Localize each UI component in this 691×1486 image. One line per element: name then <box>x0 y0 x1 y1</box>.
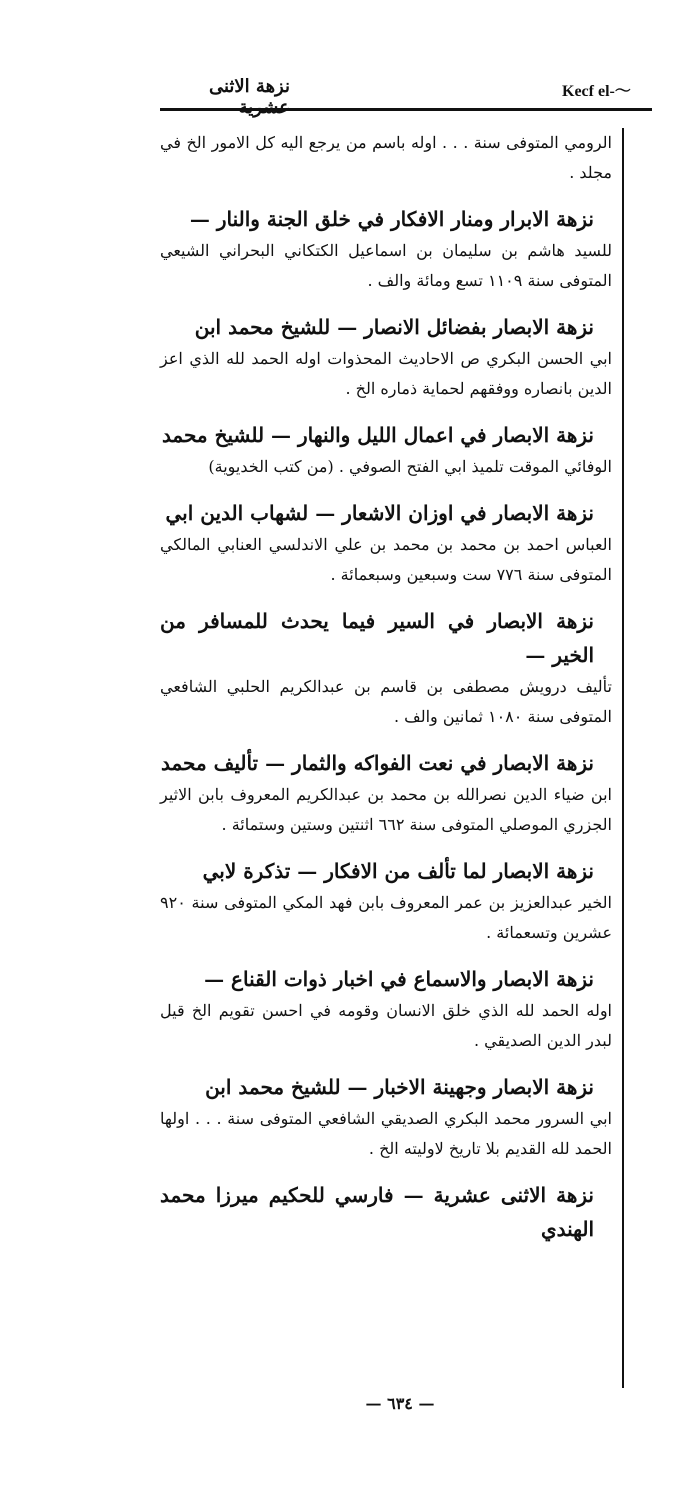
entry-title: نزهة الابرار ومنار الافكار في خلق الجنة والنار — <box>189 207 594 231</box>
header-running-title: نزهة الاثنى عشرية <box>208 76 290 118</box>
entry-description: ابي الحسن البكري ص الاحاديث المحذوات اوله الحمد لله الذي اعز الدين بانصاره ووفقهم لحماية ذماره الخ . <box>160 349 612 398</box>
margin-rule <box>622 128 624 1388</box>
entries-column <box>160 128 612 1260</box>
entry <box>160 418 612 482</box>
entry <box>160 604 612 732</box>
entry-title: نزهة الابصار في نعت الفواكه والثمار — تأليف محمد <box>160 751 594 775</box>
intro-entry <box>160 128 612 188</box>
entry-description: الخير عبدالعزيز بن عمر المعروف بابن فهد المكي المتوفى سنة ٩٢٠ عشرين وتسعمائة . <box>160 893 612 942</box>
entry-continuation: الرومي المتوفى سنة . . . اوله باسم من يرجع اليه كل الامور الخ في مجلد . <box>160 133 612 182</box>
entry-description: للسيد هاشم بن سليمان بن اسماعيل الكتكاني البحراني الشيعي المتوفى سنة ١١٠٩ تسع ومائة والف . <box>160 241 612 290</box>
entry-title: نزهة الابصار لما تألف من الافكار — تذكرة لابي <box>202 859 594 883</box>
entry-title: نزهة الابصار والاسماع في اخبار ذوات القناع — <box>204 967 594 991</box>
entry <box>160 1178 612 1246</box>
entry-description: الوفائي الموقت تلميذ ابي الفتح الصوفي . (من كتب الخديوية) <box>208 457 612 476</box>
entry-title: نزهة الاثنى عشرية — فارسي للحكيم ميرزا محمد الهندي <box>160 1183 594 1241</box>
entry <box>160 1070 612 1164</box>
entry <box>160 746 612 840</box>
header-rule <box>160 108 652 111</box>
page-number: — ٦٣٤ — <box>365 1394 435 1413</box>
entry <box>160 854 612 948</box>
entry-description: ابن ضياء الدين نصرالله بن محمد بن عبدالكريم المعروف بابن الاثير الجزري الموصلي المتوفى سنة ٦٦٢ اثنتين وستين وستمائة . <box>160 785 612 834</box>
entry-description: اوله الحمد لله الذي خلق الانسان وقومه في احسن تقويم الخ قيل لبدر الدين الصديقي . <box>160 1001 612 1050</box>
entry-title: نزهة الابصار في السير فيما يحدث للمسافر من الخير — <box>160 609 594 667</box>
entry <box>160 310 612 404</box>
header-catalog-code: Kecf el-〜 <box>562 83 631 100</box>
entry <box>160 962 612 1056</box>
entry-description: تأليف درويش مصطفى بن قاسم بن عبدالكريم الحلبي الشافعي المتوفى سنة ١٠٨٠ ثمانين والف . <box>160 677 612 726</box>
entry-title: نزهة الابصار في اعمال الليل والنهار — للشيخ محمد <box>161 423 594 447</box>
entry-title: نزهة الابصار في اوزان الاشعار — لشهاب الدين ابي <box>165 501 594 525</box>
entry-title: نزهة الابصار بفضائل الانصار — للشيخ محمد ابن <box>194 315 594 339</box>
entry-title: نزهة الابصار وجهينة الاخبار — للشيخ محمد ابن <box>205 1075 594 1099</box>
entry-description: العباس احمد بن محمد بن محمد بن علي الاندلسي العنابي المالكي المتوفى سنة ٧٧٦ ست وسبعين وسبعمائة . <box>160 535 613 584</box>
entry <box>160 202 612 296</box>
entry-description: ابي السرور محمد البكري الصديقي الشافعي المتوفى سنة . . . اولها الحمد لله القديم بلا تاريخ لاوليته الخ . <box>160 1109 612 1158</box>
entry <box>160 496 612 590</box>
